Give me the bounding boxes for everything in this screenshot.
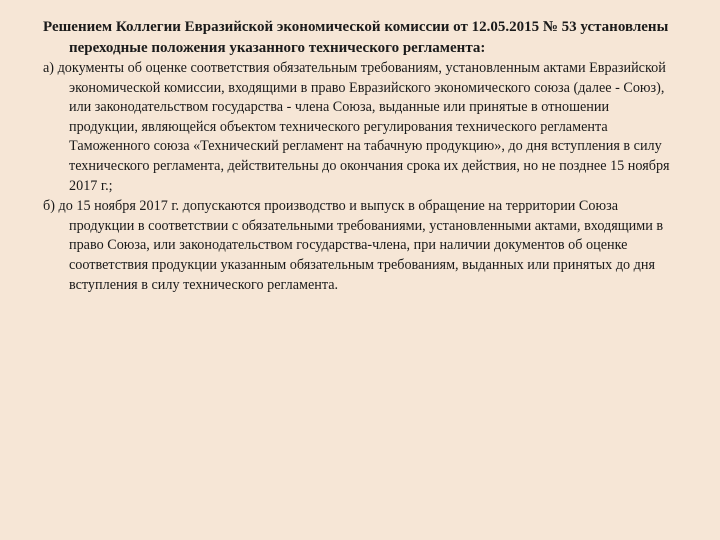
- slide-content: [43, 17, 675, 296]
- slide-heading: Решением Коллегии Евразийской экономической комиссии от 12.05.2015 № 53 установлены переходные положения указанного технического регламента:: [43, 19, 669, 56]
- list-item-b: б) до 15 ноября 2017 г. допускаются производство и выпуск в обращение на территории Союза продукции в соответствии с обязательными требованиями, установленными актами, входящими в право Союза, или законодательством государства-члена, при наличии документов об оценке соответствия продукции указанным обязательным требованиям, выданных или принятых до дня вступления в силу технического регламента.: [43, 198, 664, 293]
- list-item-a: а) документы об оценке соответствия обязательным требованиям, установленным актами Евразийской экономической комиссии, входящими в право Евразийского экономического союза (далее - Союз), или законодательством государства - члена Союза, выданные или принятые в отношении продукции, являющейся объектом технического регулирования технического регламента Таможенного союза «Технический регламент на табачную продукцию», до дня вступления в силу технического регламента, действительны до окончания срока их действия, но не позднее 15 ноября 2017 г.;: [43, 60, 670, 194]
